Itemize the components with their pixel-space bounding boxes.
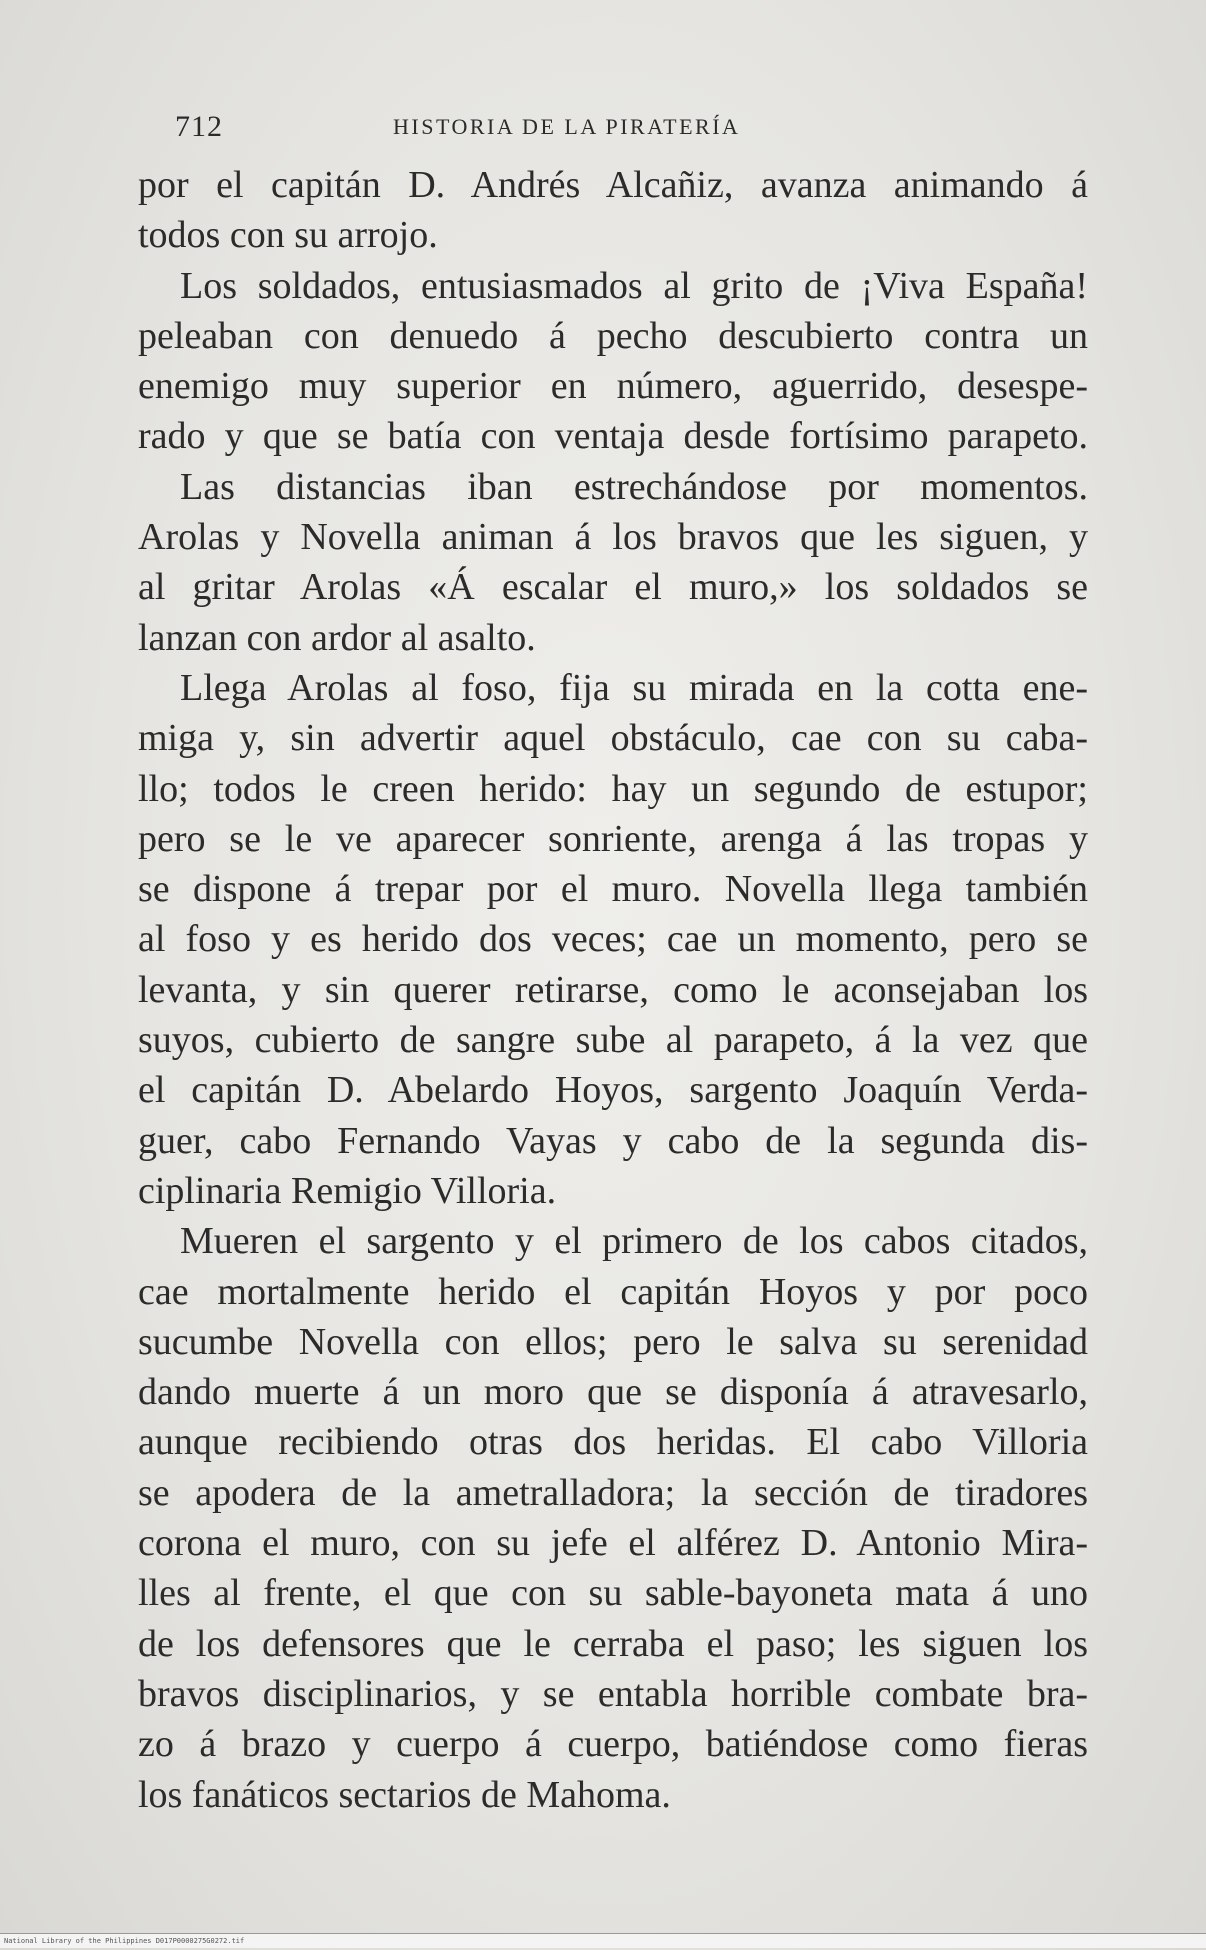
text-line: al gritar Arolas «Á escalar el muro,» los soldados se xyxy=(138,566,1088,609)
text-line: levanta, y sin querer retirarse, como le aconsejaban los xyxy=(138,968,1088,1011)
running-title: HISTORIA DE LA PIRATERÍA xyxy=(393,114,741,139)
scan-footer xyxy=(0,1933,1206,1948)
text-line: zo á brazo y cuerpo á cuerpo, batiéndose como fieras xyxy=(138,1723,1088,1766)
text-line: pero se le ve aparecer sonriente, arenga á las tropas y xyxy=(138,817,1088,860)
text-line: lles al frente, el que con su sable-bayoneta mata á uno xyxy=(138,1572,1088,1615)
text-line: el capitán D. Abelardo Hoyos, sargento Joaquín Verda- xyxy=(138,1069,1088,1112)
text-line: Arolas y Novella animan á los bravos que les siguen, y xyxy=(138,516,1088,559)
text-line: al foso y es herido dos veces; cae un momento, pero se xyxy=(138,918,1088,961)
text-line: todos con su arrojo. xyxy=(138,214,438,257)
page-number: 712 xyxy=(175,110,223,143)
text-line: Mueren el sargento y el primero de los cabos citados, xyxy=(180,1220,1088,1263)
text-line: suyos, cubierto de sangre sube al parapeto, á la vez que xyxy=(138,1019,1088,1062)
text-line: corona el muro, con su jefe el alférez D. Antonio Mira- xyxy=(138,1522,1088,1565)
text-line: guer, cabo Fernando Vayas y cabo de la segunda dis- xyxy=(138,1119,1088,1162)
text-line: rado y que se batía con ventaja desde fortísimo parapeto. xyxy=(138,415,1088,458)
body-text xyxy=(138,160,1088,1820)
text-line: sucumbe Novella con ellos; pero le salva su serenidad xyxy=(138,1320,1088,1363)
text-line: se dispone á trepar por el muro. Novella llega también xyxy=(138,868,1088,911)
page-header xyxy=(175,110,815,150)
scan-label: National Library of the Philippines D017P0000275G0272.tif xyxy=(4,1937,245,1945)
text-line: se apodera de la ametralladora; la sección de tiradores xyxy=(138,1471,1088,1514)
text-line: lanzan con ardor al asalto. xyxy=(138,616,536,659)
text-line: Llega Arolas al foso, fija su mirada en la cotta ene- xyxy=(180,666,1088,709)
text-line: Las distancias iban estrechándose por momentos. xyxy=(180,465,1088,508)
text-line: cae mortalmente herido el capitán Hoyos y por poco xyxy=(138,1270,1088,1313)
text-line: miga y, sin advertir aquel obstáculo, cae con su caba- xyxy=(138,717,1088,760)
text-line: enemigo muy superior en número, aguerrido, desespe- xyxy=(138,365,1088,408)
text-line: de los defensores que le cerraba el paso; les siguen los xyxy=(138,1622,1088,1665)
text-line: ciplinaria Remigio Villoria. xyxy=(138,1169,557,1212)
text-line: llo; todos le creen herido: hay un segundo de estupor; xyxy=(138,767,1088,810)
text-line: Los soldados, entusiasmados al grito de ¡Viva España! xyxy=(180,264,1088,307)
text-line: dando muerte á un moro que se disponía á atravesarlo, xyxy=(138,1371,1088,1414)
text-line: peleaban con denuedo á pecho descubierto contra un xyxy=(138,314,1088,357)
text-line: por el capitán D. Andrés Alcañiz, avanza animando á xyxy=(138,164,1088,206)
text-line: aunque recibiendo otras dos heridas. El cabo Villoria xyxy=(138,1421,1088,1464)
text-line: bravos disciplinarios, y se entabla horrible combate bra- xyxy=(138,1672,1088,1715)
text-line: los fanáticos sectarios de Mahoma. xyxy=(138,1773,671,1816)
